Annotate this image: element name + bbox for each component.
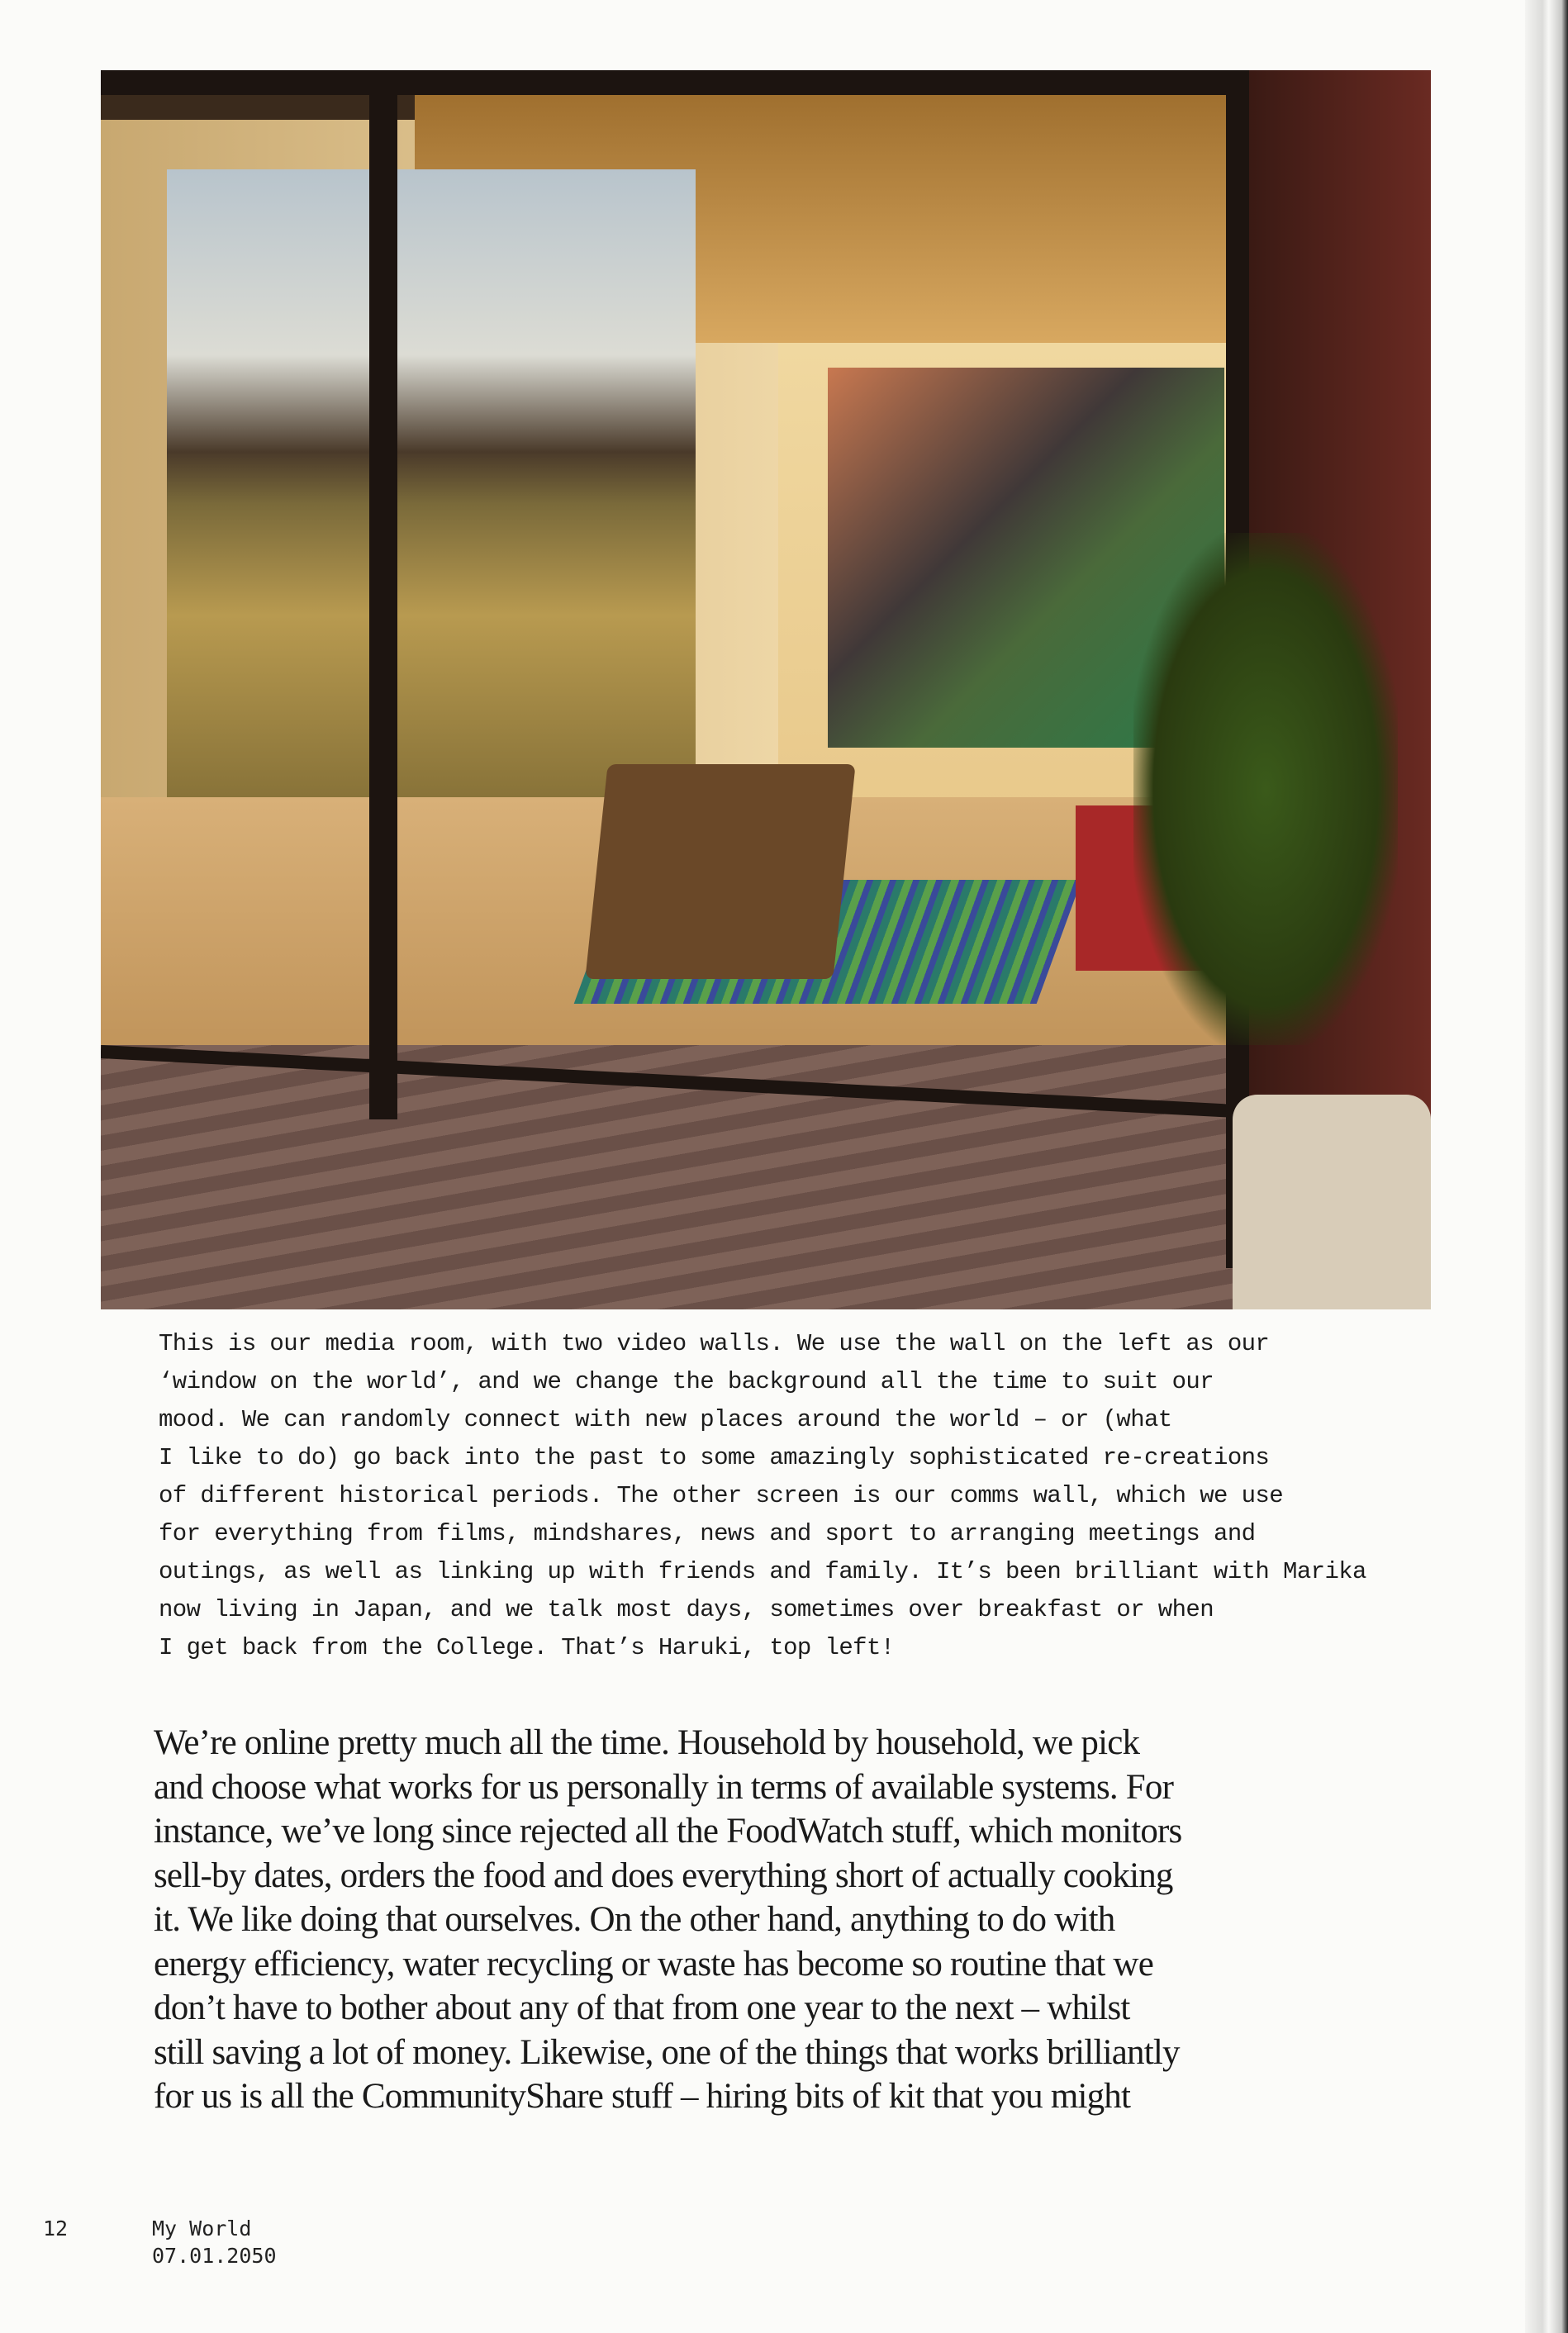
- body-line: it. We like doing that ourselves. On the other hand, anything to do with: [154, 1900, 1115, 1939]
- caption-line: of different historical periods. The other screen is our comms wall, which we use: [159, 1482, 1284, 1509]
- photo-caption: [159, 1325, 1366, 1667]
- body-line: We’re online pretty much all the time. Household by household, we pick: [154, 1723, 1140, 1762]
- body-line: energy efficiency, water recycling or waste has become so routine that we: [154, 1944, 1153, 1984]
- body-line: don’t have to bother about any of that from one year to the next – whilst: [154, 1989, 1130, 2027]
- plant-pot: [1233, 1095, 1431, 1309]
- body-line: sell-by dates, orders the food and does everything short of actually cooking: [154, 1855, 1173, 1895]
- door-frame: [369, 70, 397, 1119]
- footer-title: My World: [152, 2217, 252, 2240]
- body-text: [154, 1721, 1182, 2119]
- caption-line: I get back from the College. That’s Haruki, top left!: [159, 1634, 895, 1661]
- caption-line: now living in Japan, and we talk most days, sometimes over breakfast or when: [159, 1596, 1214, 1623]
- caption-line: outings, as well as linking up with friends and family. It’s been brilliant with Marika: [159, 1558, 1366, 1585]
- top-frame: [101, 70, 1257, 95]
- body-line: and choose what works for us personally in terms of available systems. For: [154, 1767, 1174, 1807]
- media-room-photo: [101, 70, 1431, 1309]
- body-line: instance, we’ve long since rejected all the FoodWatch stuff, which monitors: [154, 1812, 1182, 1851]
- caption-line: mood. We can randomly connect with new places around the world – or (what: [159, 1406, 1172, 1433]
- footer-date: 07.01.2050: [152, 2244, 277, 2268]
- page-number: 12: [43, 2217, 69, 2240]
- potted-plant: [1133, 533, 1398, 1045]
- caption-line: ‘window on the world’, and we change the background all the time to suit our: [159, 1368, 1214, 1395]
- body-line: for us is all the CommunityShare stuff – hiring bits of kit that you might: [154, 2077, 1131, 2116]
- caption-line: for everything from films, mindshares, news and sport to arranging meetings and: [159, 1520, 1256, 1547]
- body-line: still saving a lot of money. Likewise, one of the things that works brilliantly: [154, 2032, 1180, 2072]
- wooden-chair: [585, 764, 855, 979]
- caption-line: I like to do) go back into the past to some amazingly sophisticated re-creations: [159, 1444, 1270, 1471]
- page-edge: [1525, 0, 1568, 2333]
- caption-line: This is our media room, with two video walls. We use the wall on the left as our: [159, 1330, 1270, 1357]
